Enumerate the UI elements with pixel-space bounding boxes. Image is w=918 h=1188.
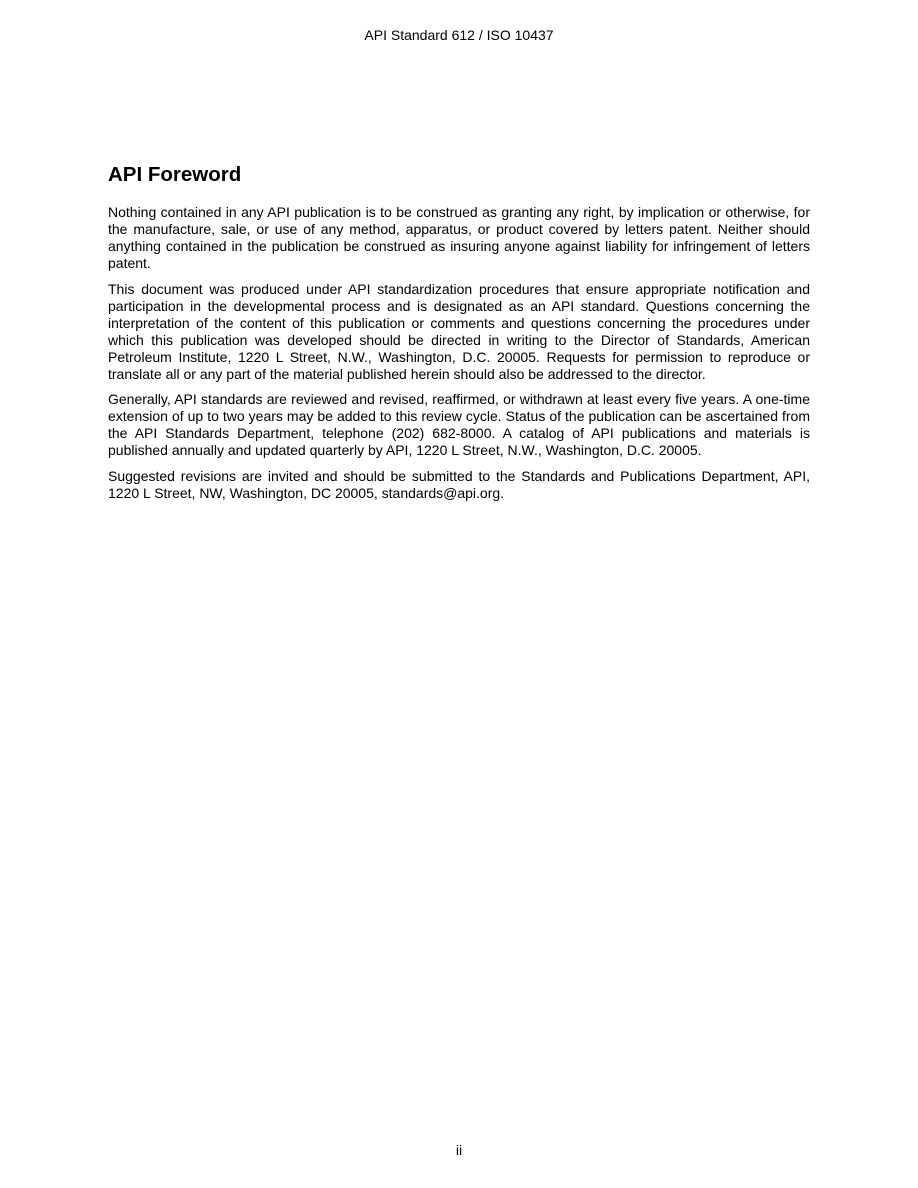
paragraph-suggested-revisions: Suggested revisions are invited and should be submitted to the Standards and Publications Department, API, 1220 L Street, NW, Washington, DC 20005, standards@api.org. <box>108 467 810 501</box>
running-header: API Standard 612 / ISO 10437 <box>364 27 554 43</box>
foreword-section <box>108 162 810 510</box>
paragraph-patent-disclaimer: Nothing contained in any API publication is to be construed as granting any right, by implication or otherwise, for the manufacture, sale, or use of any method, apparatus, or product covered by letters patent. Neither should anything contained in the publication be construed as insuring anyone against liability for infringement of letters patent. <box>108 204 810 271</box>
paragraph-review-cycle: Generally, API standards are reviewed and revised, reaffirmed, or withdrawn at least every five years. A one-time extension of up to two years may be added to this review cycle. Status of the publication can be ascertained from the API Standards Department, telephone (202) 682-8000. A catalog of API publications and materials is published annually and updated quarterly by API, 1220 L Street, N.W., Washington, D.C. 20005. <box>108 391 810 458</box>
page-title: API Foreword <box>108 163 242 186</box>
page-number: ii <box>455 1142 463 1158</box>
paragraph-standardization-procedures: This document was produced under API standardization procedures that ensure appropriate notification and participation in the developmental process and is designated as an API standard. Questions concerning the interpretation of the content of this publication or comments and questions concerning the procedures under which this publication was developed should be directed in writing to the Director of Standards, American Petroleum Institute, 1220 L Street, N.W., Washington, D.C. 20005. Requests for permission to reproduce or translate all or any part of the material published herein should also be addressed to the director. <box>108 280 810 382</box>
